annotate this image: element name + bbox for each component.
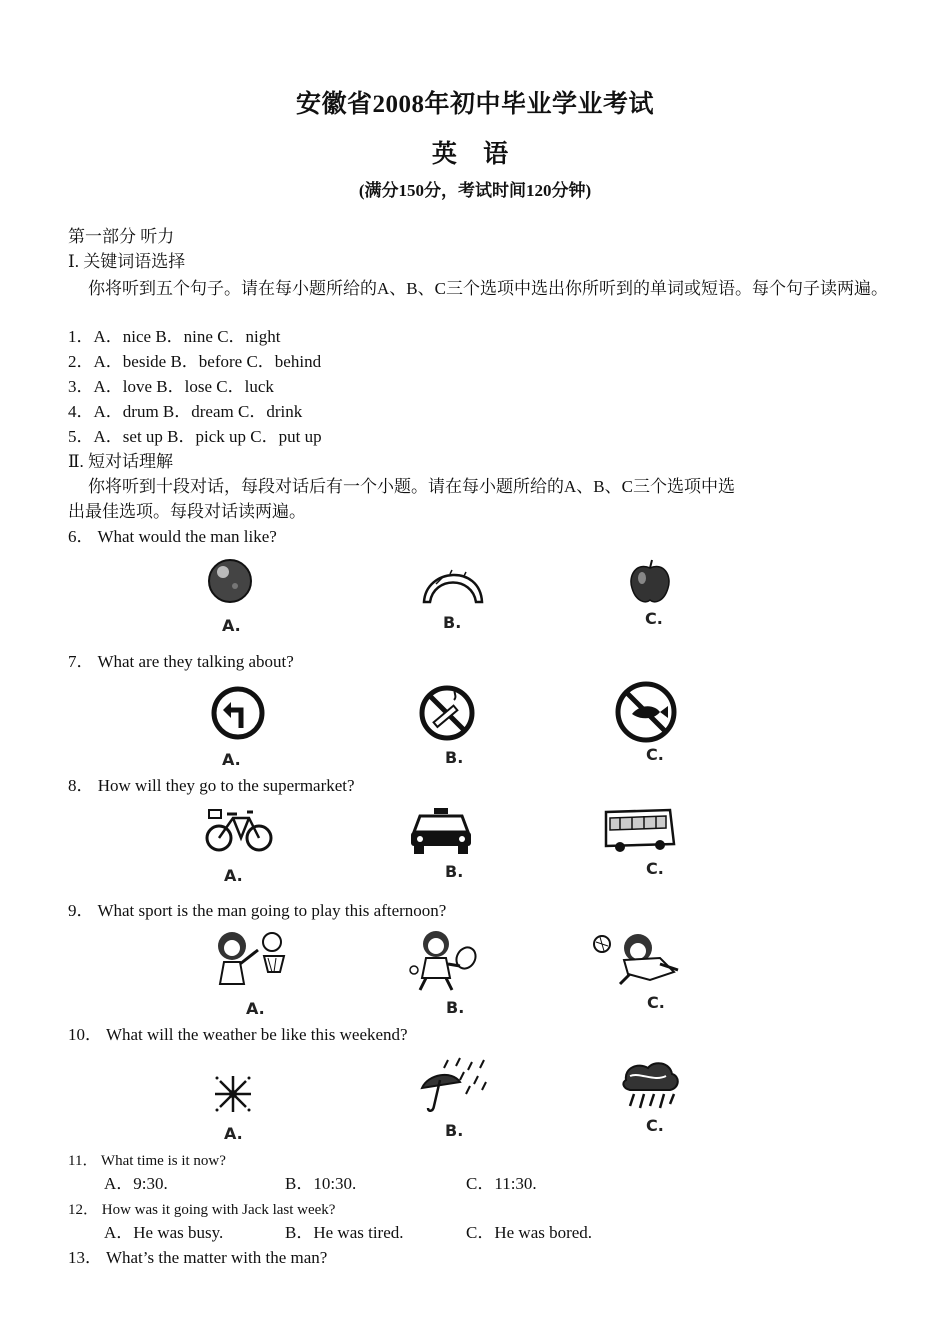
q6-option-c: C.: [645, 609, 663, 628]
section1-heading: Ⅰ. 关键词语选择: [68, 252, 186, 271]
exam-subtitle: (满分150分，考试时间120分钟): [358, 181, 592, 200]
question-3: 3．A．love B．lose C．luck: [68, 377, 274, 396]
q10-option-b: B.: [445, 1121, 464, 1140]
question-9: 9． What sport is the man going to play this afternoon?: [68, 901, 447, 920]
q12-option-c: C．He was bored.: [466, 1223, 593, 1242]
q9-option-c: C.: [647, 993, 665, 1012]
question-12: 12． How was it going with Jack last week?: [68, 1202, 336, 1218]
question-1: 1．A．nice B．nine C．night: [68, 327, 281, 346]
section2-instructions-line1: 你将听到十段对话，每段对话后有一个小题。请在每小题所给的A、B、C三个选项中选: [88, 477, 735, 496]
q11-option-a: A．9:30.: [104, 1174, 168, 1193]
apple-icon: [626, 558, 674, 606]
orange-icon: [205, 556, 255, 606]
q6-option-b: B.: [443, 613, 462, 632]
q11-option-c: C．11:30.: [466, 1174, 537, 1193]
q8-option-b: B.: [445, 862, 464, 881]
tennis-player-icon: [406, 928, 482, 994]
question-11: 11． What time is it now?: [68, 1153, 226, 1169]
question-7: 7． What are they talking about?: [68, 652, 294, 671]
section2-instructions-line2: 出最佳选项。每段对话读两遍。: [68, 502, 306, 521]
question-6: 6． What would the man like?: [68, 527, 277, 546]
bicycle-icon: [203, 804, 275, 856]
question-2: 2．A．beside B．before C．behind: [68, 352, 322, 371]
q7-option-b: B.: [445, 748, 464, 767]
q8-option-c: C.: [646, 859, 664, 878]
question-8: 8． How will they go to the supermarket?: [68, 776, 355, 795]
q9-option-b: B.: [446, 998, 465, 1017]
wind-storm-icon: [620, 1058, 682, 1114]
volleyball-player-icon: [590, 930, 682, 986]
section1-instructions: 你将听到五个句子。请在每小题所给的A、B、C三个选项中选出你所听到的单词或短语。每个句子读两遍。: [88, 279, 888, 298]
rain-umbrella-icon: [418, 1056, 494, 1116]
taxi-icon: [408, 806, 474, 856]
q6-option-a: A.: [222, 616, 241, 635]
banana-icon: [420, 558, 486, 606]
q10-option-a: A.: [224, 1124, 243, 1143]
basketball-player-icon: [210, 928, 292, 994]
no-left-turn-sign-icon: [211, 686, 265, 740]
q12-option-a: A．He was busy.: [104, 1223, 224, 1242]
question-5: 5．A．set up B．pick up C．put up: [68, 427, 322, 446]
q7-option-a: A.: [222, 750, 241, 769]
snow-icon: [211, 1072, 255, 1116]
section2-heading: Ⅱ. 短对话理解: [68, 452, 174, 471]
q11-option-b: B．10:30.: [285, 1174, 357, 1193]
q8-option-a: A.: [224, 866, 243, 885]
q10-option-c: C.: [646, 1116, 664, 1135]
question-10: 10． What will the weather be like this weekend?: [68, 1025, 408, 1044]
q12-option-b: B．He was tired.: [285, 1223, 404, 1242]
bus-icon: [604, 804, 676, 856]
no-fishing-sign-icon: [614, 680, 678, 744]
part1-heading: 第一部分 听力: [68, 227, 175, 246]
no-smoking-sign-icon: [418, 684, 476, 742]
exam-title: 安徽省2008年初中毕业学业考试: [295, 91, 654, 118]
question-13: 13． What’s the matter with the man?: [68, 1248, 328, 1267]
q7-option-c: C.: [646, 745, 664, 764]
q9-option-a: A.: [246, 999, 265, 1018]
question-4: 4．A．drum B．dream C．drink: [68, 402, 303, 421]
subject-title: 英 语: [431, 141, 519, 168]
